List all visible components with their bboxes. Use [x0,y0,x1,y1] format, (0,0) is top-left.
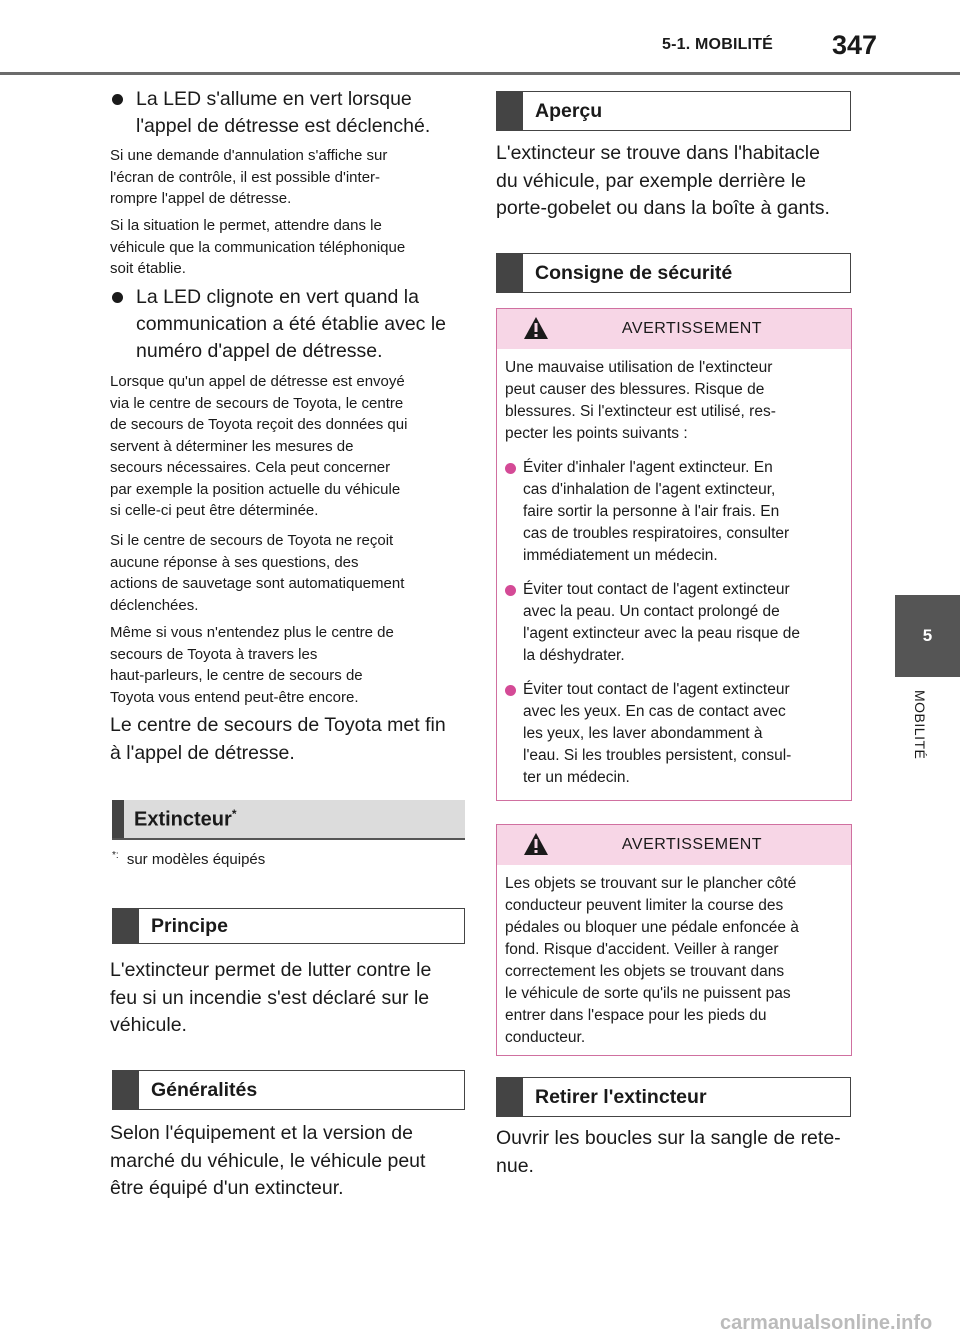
bullet-led-blink [112,284,462,365]
warning-triangle-icon [523,832,549,856]
text-line: la déshydrater. [523,647,625,664]
text-line: être équipé d'un extincteur. [110,1177,344,1199]
text-line: cas d'inhalation de l'agent extincteur, [523,481,776,498]
footnote-text: sur modèles équipés [126,851,266,868]
text-line: Lorsque qu'un appel de détresse est envoyé [110,373,405,390]
text-line: le véhicule de sorte qu'ils ne puissent pas [505,985,791,1002]
bullet-line: numéro d'appel de détresse. [136,340,383,362]
text-line: nue. [496,1154,534,1177]
text-line: secours de Toyota à travers les [110,645,318,663]
text-line: véhicule que la communication téléphonique [110,238,406,256]
paragraph-apercu [496,140,856,223]
warning-body [497,349,851,789]
text-line: de secours de Toyota reçoit des données qui [110,416,408,433]
text-line: rompre l'appel de détresse. [110,190,292,207]
section-heading-retirer [496,1077,851,1117]
heading-bar [112,800,124,838]
text-line: aucune réponse à ses questions, des [110,553,359,571]
text-line: porte-gobelet ou dans la boîte à gants. [496,197,830,219]
heading-bar [497,1078,523,1116]
text-line: si celle-ci peut être déterminée. [110,502,319,519]
text-line: ter un médecin. [523,769,630,786]
text-line: l'eau. Si les troubles persistent, consul- [523,747,792,764]
bullet-line: La LED s'allume en vert lorsque [136,88,412,110]
warning-item [505,457,843,567]
page-number: 347 [832,30,878,60]
section-heading-principe [112,908,465,944]
paragraph-retirer [496,1125,856,1180]
warning-title: AVERTISSEMENT [621,320,763,337]
text-line: correctement les objets se trouvant dans [505,963,785,980]
bullet-line: La LED clignote en vert quand la [136,286,419,308]
warning-box-extinguisher [496,308,852,801]
footnote-marker: * [231,806,237,821]
chapter-tab[interactable] [895,595,960,677]
text-line: l'agent extincteur avec la peau risque de [523,625,800,642]
section-heading-consigne [496,253,851,293]
watermark: carmanualsonline.info [720,1312,933,1334]
heading-title: Retirer l'extincteur [535,1085,707,1108]
chapter-label: MOBILITÉ [912,690,928,760]
text-line: peut causer des blessures. Risque de [505,381,765,398]
text-line: conducteur peuvent limiter la course des [505,897,784,914]
text-line: blessures. Si l'extincteur est utilisé, res- [505,403,776,420]
header-rule [0,72,960,75]
text-line: Toyota vous entend peut-être encore. [110,688,359,706]
pink-bullet-icon [505,585,516,596]
text-line: Une mauvaise utilisation de l'extincteur [505,359,773,376]
heading-bar [113,1071,139,1109]
text-line: pédales ou bloquer une pédale enfoncée à [505,919,799,936]
warning-body [497,865,851,1049]
text-line: feu si un incendie s'est déclaré sur le [110,986,430,1009]
paragraph-speakers [110,622,462,708]
warning-title: AVERTISSEMENT [621,836,763,853]
warning-intro [505,357,843,445]
bullet-dot-icon [112,94,123,105]
section-title: 5-1. MOBILITÉ [662,36,774,53]
pink-bullet-icon [505,463,516,474]
text-line: déclenchées. [110,596,199,614]
text-line: actions de sauvetage sont automatiquement [110,575,405,592]
text-line: Si le centre de secours de Toyota ne reçoit [110,532,394,549]
text-line: marché du véhicule, le véhicule peut [110,1149,426,1172]
warning-box-floor [496,824,852,1056]
paragraph-no-answer [110,530,462,616]
text-line: avec la peau. Un contact prolongé de [523,603,780,620]
text-line: faire sortir la personne à l'air frais. En [523,503,780,520]
warning-header [497,309,851,349]
text-line: servent à déterminer les mesures de [110,437,354,455]
text-line: conducteur. [505,1029,586,1046]
warning-triangle-icon [523,316,549,340]
heading-title: Principe [151,914,228,937]
paragraph-cancel [110,145,460,210]
text-line: Si la situation le permet, attendre dans le [110,217,382,234]
text-line: fond. Risque d'accident. Veiller à ranger [505,941,779,958]
section-heading-apercu [496,91,851,131]
chapter-number: 5 [922,626,933,645]
paragraph-wait [110,215,460,280]
text-line: Selon l'équipement et la version de [110,1122,413,1144]
warning-header [497,825,851,865]
text-line: immédiatement un médecin. [523,547,718,564]
bullet-line: l'appel de détresse est déclenché. [136,115,431,137]
heading-bar [113,909,139,943]
text-line: secours nécessaires. Cela peut concerner [110,459,391,476]
heading-text: Extincteur [134,808,232,831]
text-line: L'extincteur permet de lutter contre le [110,959,432,981]
text-line: Les objets se trouvant sur le plancher côté [505,875,797,892]
text-line: du véhicule, par exemple derrière le [496,169,807,192]
heading-bar [497,254,523,292]
text-line: entrer dans l'espace pour les pieds du [505,1007,767,1024]
footnote-mark: *: [112,850,119,861]
text-line: l'écran de contrôle, il est possible d'inter- [110,168,381,186]
text-line: via le centre de secours de Toyota, le centre [110,394,404,412]
bullet-line: communication a été établie avec le [136,313,447,335]
paragraph-generalites [110,1120,462,1203]
heading-title: Généralités [151,1078,258,1101]
text-line: Éviter d'inhaler l'agent extincteur. En [523,459,773,476]
text-line: pecter les points suivants : [505,425,688,442]
warning-item [505,579,843,667]
text-line: soit établie. [110,260,186,277]
text-line: par exemple la position actuelle du véhicule [110,480,401,498]
footnote [112,850,265,868]
heading-title [124,807,236,832]
paragraph-data [110,371,462,522]
section-heading-generalites [112,1070,465,1110]
heading-title: Consigne de sécurité [535,261,733,284]
text-line: véhicule. [110,1014,187,1036]
text-line: Ouvrir les boucles sur la sangle de rete- [496,1127,841,1149]
text-line: haut-parleurs, le centre de secours de [110,667,363,684]
heading-bar [497,92,523,130]
text-line: avec les yeux. En cas de contact avec [523,703,786,720]
bullet-led-green [112,86,462,140]
text-line: à l'appel de détresse. [110,741,295,764]
text-line: cas de troubles respiratoires, consulter [523,525,790,542]
text-line: Si une demande d'annulation s'affiche sur [110,147,388,164]
text-line: les yeux, les laver abondamment à [523,725,763,742]
pink-bullet-icon [505,685,516,696]
paragraph-end-call [110,712,462,767]
text-line: Le centre de secours de Toyota met fin [110,714,446,736]
text-line: Éviter tout contact de l'agent extincteur [523,581,790,598]
bullet-dot-icon [112,292,123,303]
text-line: Même si vous n'entendez plus le centre de [110,624,394,641]
text-line: L'extincteur se trouve dans l'habitacle [496,142,820,164]
paragraph-principe [110,957,462,1040]
warning-item [505,679,843,789]
heading-title: Aperçu [535,99,603,122]
section-heading-extincteur [112,800,465,840]
text-line: Éviter tout contact de l'agent extincteur [523,681,790,698]
